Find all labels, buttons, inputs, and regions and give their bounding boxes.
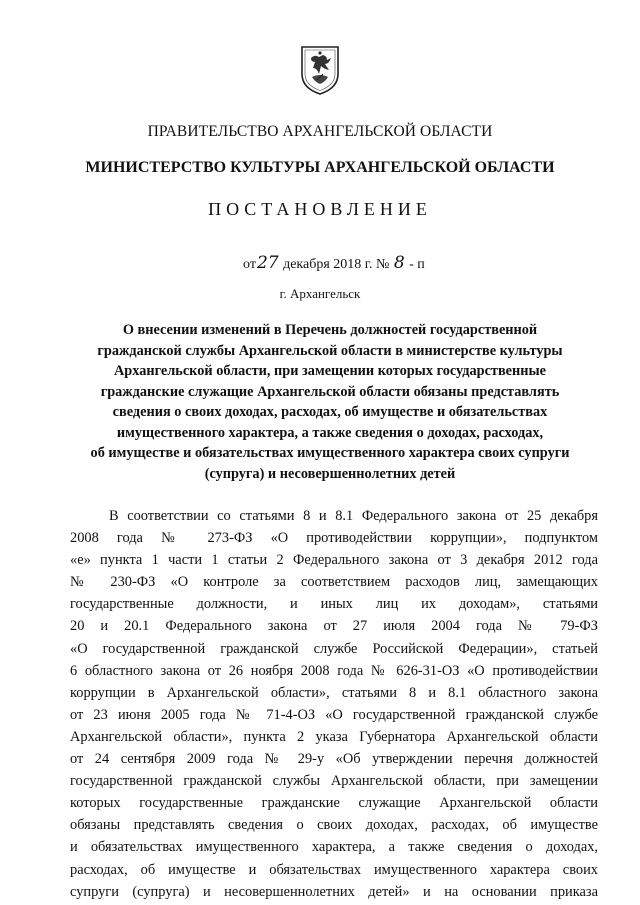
number-suffix: - п	[409, 257, 425, 272]
title-line: об имуществе и обязательствах имущественного характера своих супруги	[90, 445, 570, 461]
date-line	[243, 253, 425, 273]
date-prefix: от	[243, 257, 256, 272]
document-title	[70, 320, 590, 484]
title-line: гражданской службы Архангельской области в министерстве культуры	[97, 342, 563, 359]
title-line: сведения о своих доходах, расходах, об имуществе и обязательствах	[112, 404, 548, 420]
body-line: и обязательствах имущественного характера, а также сведения о доходах,	[70, 839, 598, 856]
body-line: «е» пункта 1 части 1 статьи 2 Федерального закона от 3 декабря 2012 года	[70, 552, 598, 569]
body-line: государственной гражданской службы Архангельской области, при замещении	[70, 773, 598, 790]
body-paragraph	[70, 505, 598, 903]
body-line: 2008 года № 273-ФЗ «О противодействии коррупции», подпунктом	[70, 530, 598, 547]
body-line: супруги (супруга) и несовершеннолетних детей» и на основании приказа	[70, 883, 598, 900]
title-line: (супруга) и несовершеннолетних детей	[204, 465, 456, 482]
document-type: ПОСТАНОВЛЕНИЕ	[208, 199, 432, 219]
title-line: Архангельской области, при замещении которых государственные	[113, 363, 547, 379]
handwritten-number: 8	[393, 253, 405, 273]
body-line: государственные должности, и иных лиц их доходам», статьями	[70, 596, 598, 613]
body-line: 20 и 20.1 Федерального закона от 27 июля 2004 года № 79-ФЗ	[70, 618, 598, 635]
body-line: 6 областного закона от 26 ноября 2008 года № 626-31-ОЗ «О противодействии	[70, 662, 598, 679]
body-line: которых государственные гражданские служащие Архангельской области	[70, 795, 598, 812]
handwritten-day: 27	[256, 253, 279, 273]
ministry-name: МИНИСТЕРСТВО КУЛЬТУРЫ АРХАНГЕЛЬСКОЙ ОБЛАСТИ	[85, 159, 555, 176]
title-line: О внесении изменений в Перечень должностей государственной	[122, 322, 538, 338]
title-line: гражданские служащие Архангельской области обязаны представлять	[100, 383, 560, 400]
government-name: ПРАВИТЕЛЬСТВО АРХАНГЕЛЬСКОЙ ОБЛАСТИ	[147, 123, 493, 140]
body-line: расходах, об имуществе и обязательствах имущественного характера своих	[70, 861, 598, 878]
body-line: от 23 июня 2005 года № 71-4-ОЗ «О государственной гражданской службе	[70, 706, 598, 723]
body-line: от 24 сентября 2009 года № 29-у «Об утверждении перечня должностей	[70, 751, 598, 768]
body-line: № 230-ФЗ «О контроле за соответствием расходов лиц, замещающих	[70, 574, 598, 591]
body-line: «О государственной гражданской службе Российской Федерации», статьей	[70, 640, 598, 657]
body-line: Архангельской области», пункта 2 указа Губернатора Архангельской области	[70, 728, 598, 745]
city: г. Архангельск	[279, 286, 361, 301]
body-line: В соответствии со статьями 8 и 8.1 Федерального закона от 25 декабря	[109, 508, 598, 524]
coat-of-arms-icon	[299, 44, 341, 96]
body-line: коррупции в Архангельской области», статьями 8 и 8.1 областного закона	[70, 684, 598, 701]
date-month-year: декабря 2018 г. №	[283, 257, 390, 272]
title-line: имущественного характера, а также сведения о доходах, расходах,	[116, 424, 544, 441]
body-line: обязаны представлять сведения о своих доходах, расходах, об имуществе	[70, 817, 598, 834]
